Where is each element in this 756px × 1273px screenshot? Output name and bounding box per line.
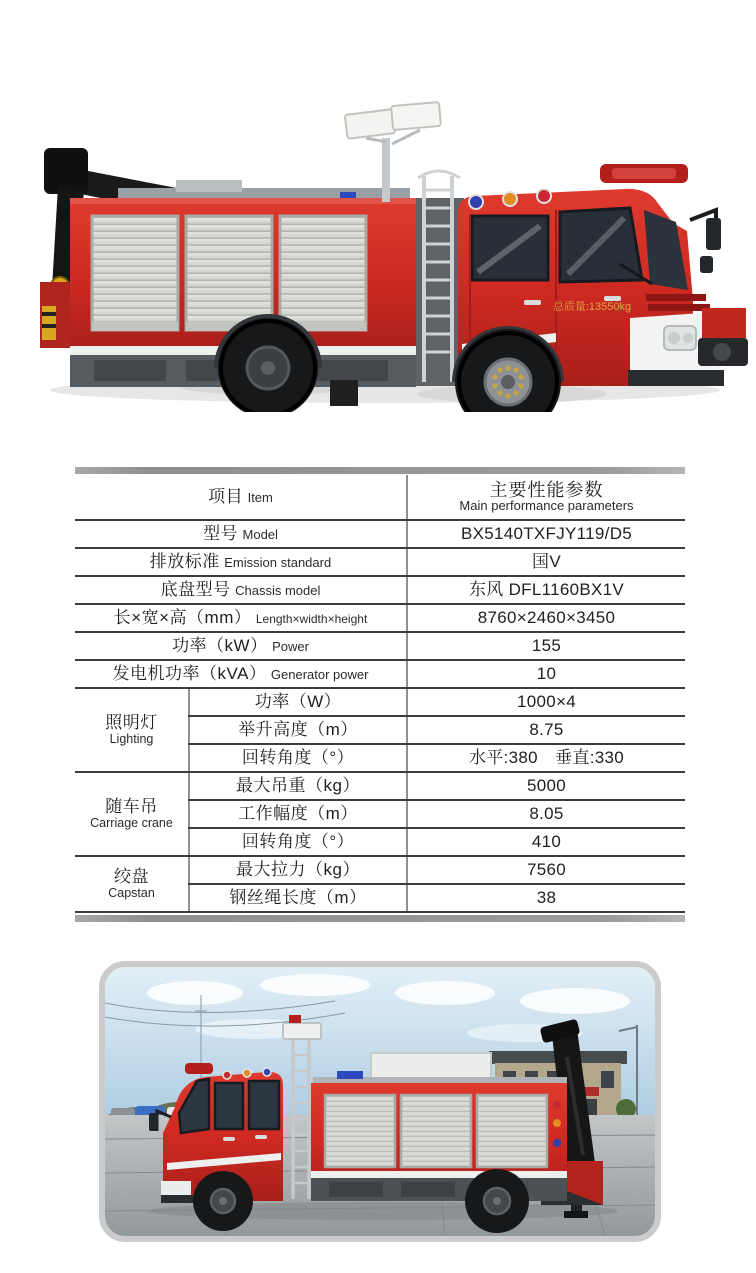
outdoor-scene-illustration (105, 967, 655, 1236)
header-params-zh: 主要性能参数 (489, 480, 604, 501)
row-label-zh: 型号 (203, 523, 239, 543)
header-item-en: Item (247, 489, 273, 505)
outdoor-truck-photo (99, 961, 661, 1242)
roller-shutter (280, 216, 366, 331)
group-name-en: Carriage crane (90, 815, 173, 830)
group-lighting (75, 688, 189, 772)
row-label-zh: 工作幅度（m） (238, 803, 358, 823)
row-label-zh: 功率（kW） (172, 635, 268, 655)
row-label-en: Power (272, 638, 309, 654)
spec-table (75, 475, 685, 913)
row-label-zh: 发电机功率（kVA） (112, 663, 267, 683)
header-item-zh: 项目 (208, 486, 244, 506)
spec-row-generator (75, 660, 685, 688)
group-capstan (75, 856, 189, 912)
header-item-cell (75, 475, 407, 520)
roller-shutter (186, 216, 272, 331)
mirror (149, 1113, 158, 1131)
row-label-en: Model (242, 526, 278, 542)
mud-flap (330, 380, 358, 406)
spec-table-section (75, 467, 685, 922)
row-value: 5000 (526, 775, 567, 795)
group-name-en: Lighting (109, 731, 154, 746)
row-value: 8760×2460×3450 (477, 607, 616, 627)
front-winch-mount (702, 308, 746, 338)
row-value: 7560 (526, 859, 567, 879)
spec-row-capstan-pull (75, 856, 685, 884)
row-label-zh: 回转角度（°） (241, 831, 355, 851)
group-carriage-crane (75, 772, 189, 856)
row-value: 410 (531, 831, 562, 851)
hero-truck-photo (0, 50, 756, 412)
row-value: 1000×4 (516, 691, 576, 711)
spec-row-power (75, 632, 685, 660)
marker-light-orange (503, 192, 517, 206)
row-value: 8.75 (529, 719, 564, 739)
row-label-en: Chassis model (235, 582, 321, 598)
row-label-en: Length×width×height (255, 611, 368, 626)
crew-window (249, 1081, 279, 1129)
table-top-bar (75, 467, 685, 474)
spec-row-chassis (75, 576, 685, 604)
door-handle (524, 300, 541, 305)
spec-row-emission (75, 548, 685, 576)
row-value: 水平:380 垂直:330 (468, 747, 625, 767)
row-value: 东风 DFL1160BX1V (468, 579, 625, 599)
spec-row-lighting-power (75, 688, 685, 716)
header-params-en: Main performance parameters (459, 498, 634, 514)
row-label-zh: 长×宽×高（mm） (113, 607, 252, 627)
mirror (706, 218, 721, 250)
row-value: 国V (532, 551, 561, 571)
table-bottom-bar (75, 915, 685, 922)
door-window (215, 1083, 243, 1129)
spec-row-dimensions (75, 604, 685, 632)
spec-row-crane-capacity (75, 772, 685, 800)
row-label-zh: 回转角度（°） (241, 747, 355, 767)
row-value: 38 (536, 887, 557, 907)
roller-shutter (325, 1095, 547, 1167)
row-label-zh: 钢丝绳长度（m） (229, 887, 367, 907)
group-name-en: Capstan (108, 885, 155, 900)
row-label-en: Generator power (270, 666, 369, 682)
group-name-zh: 随车吊 (105, 797, 158, 817)
row-label-zh: 功率（W） (254, 691, 342, 711)
spec-row-model (75, 520, 685, 548)
rear-wheel (465, 1169, 529, 1233)
fire-truck-side-illustration (0, 50, 756, 412)
row-label-zh: 底盘型号 (160, 579, 231, 599)
marker-light-red (537, 189, 551, 203)
door-weight-text: 总质量:13550kg (552, 301, 632, 313)
side-ladder (416, 171, 464, 386)
row-label-zh: 举升高度（m） (238, 719, 358, 739)
row-value: 155 (531, 635, 562, 655)
group-name-zh: 照明灯 (105, 713, 158, 733)
roller-shutter (92, 216, 178, 331)
header-params-cell (407, 475, 685, 520)
roof-beacon (185, 1063, 213, 1074)
row-value: BX5140TXFJY119/D5 (460, 523, 633, 543)
row-value: 8.05 (529, 803, 564, 823)
light-mast (345, 102, 441, 202)
row-label-zh: 最大拉力（kg） (236, 859, 360, 879)
row-label-zh: 最大吊重（kg） (236, 775, 360, 795)
row-label-zh: 排放标准 (149, 551, 220, 571)
row-value: 10 (536, 663, 557, 683)
group-name-zh: 绞盘 (114, 867, 149, 887)
table-header-row (75, 475, 685, 520)
row-label-en: Emission standard (224, 554, 332, 570)
front-wheel (193, 1171, 253, 1231)
marker-light-blue (469, 195, 483, 209)
